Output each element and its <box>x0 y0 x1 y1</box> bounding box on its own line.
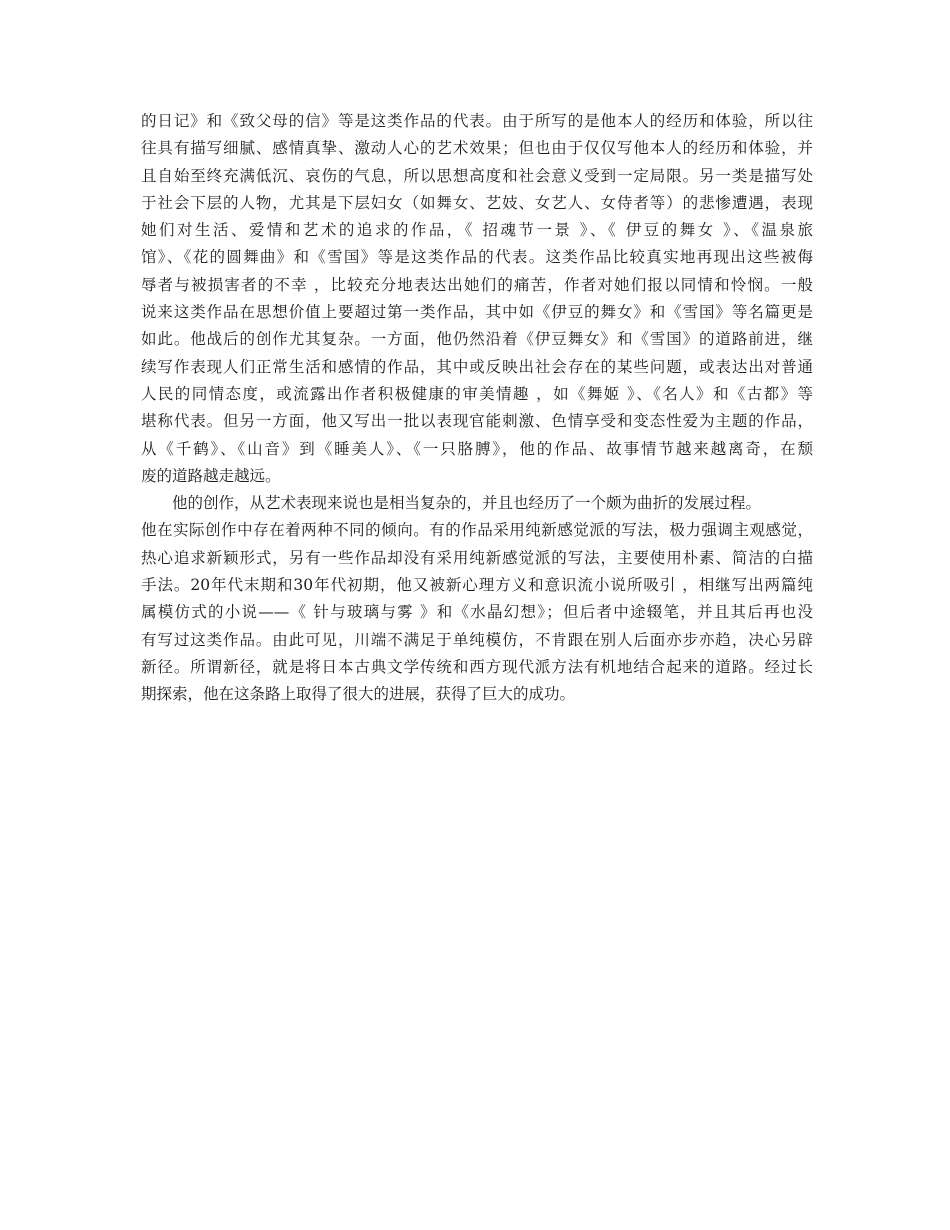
text-line: 堪称代表。但另一方面，他又写出一批以表现官能刺激、色情享受和变态性爱为主题的作品， <box>141 412 813 431</box>
text-line: 她们对生活、爱情和艺术的追求的作品，《 招魂节一景 》、《 伊豆的舞女 》、《温泉旅 <box>141 221 813 240</box>
text-line: 且自始至终充满低沉、哀伤的气息，所以思想高度和社会意义受到一定局限。另一类是描写处 <box>141 166 813 185</box>
text-line: 如此。他战后的创作尤其复杂。一方面，他仍然沿着《伊豆舞女》和《雪国》的道路前进，继 <box>141 330 813 349</box>
text-line: 辱者与被损害者的不幸 ，比较充分地表达出她们的痛苦，作者对她们报以同情和怜悯。一般 <box>141 275 813 294</box>
text-line: 新径。所谓新径，就是将日本古典文学传统和西方现代派方法有机地结合起来的道路。经过长 <box>141 657 813 676</box>
text-line: 期探索，他在这条路上取得了很大的进展，获得了巨大的成功。 <box>141 685 576 704</box>
text-line: 手法。20年代末期和30年代初期，他又被新心理方义和意识流小说所吸引 ，相继写出两篇纯 <box>141 576 813 595</box>
text-line: 属模仿式的小说——《 针与玻璃与雾 》和《水晶幻想》；但后者中途辍笔，并且其后再也没 <box>141 603 813 622</box>
text-line: 的日记》和《致父母的信》等是这类作品的代表。由于所写的是他本人的经历和体验，所以往 <box>141 112 813 130</box>
text-line: 人民的同情态度，或流露出作者积极健康的审美情趣 ，如《舞姬 》、《名人》和《古都》等 <box>141 384 813 403</box>
text-line: 从《千鹤》、《山音》到《睡美人》、《一只胳膊》，他的作品、故事情节越来越离奇，在颓 <box>141 439 813 458</box>
text-line: 有写过这类作品。由此可见，川端不满足于单纯模仿，不肯跟在别人后面亦步亦趋，决心另辟 <box>141 630 813 649</box>
body-text <box>141 108 813 709</box>
paragraph-1 <box>141 108 813 490</box>
paragraph-2 <box>141 490 813 708</box>
text-line: 往具有描写细腻、感情真挚、激动人心的艺术效果；但也由于仅仅写他本人的经历和体验，并 <box>141 139 813 158</box>
text-line: 他的创作，从艺术表现来说也是相当复杂的，并且也经历了一个颇为曲折的发展过程。 <box>172 494 762 513</box>
text-line: 废的道路越走越远。 <box>141 466 281 485</box>
text-line: 他在实际创作中存在着两种不同的倾向。有的作品采用纯新感觉派的写法，极力强调主观感觉， <box>141 521 813 540</box>
text-line: 说来这类作品在思想价值上要超过第一类作品，其中如《伊豆的舞女》和《雪国》等名篇更是 <box>141 303 813 322</box>
text-line: 热心追求新颖形式，另有一些作品却没有采用纯新感觉派的写法，主要使用朴素、简洁的白描 <box>141 548 813 567</box>
text-line: 于社会下层的人物，尤其是下层妇女（如舞女、艺妓、女艺人、女侍者等）的悲惨遭遇，表现 <box>141 193 813 212</box>
text-line: 馆》、《花的圆舞曲》和《雪国》等是这类作品的代表。这类作品比较真实地再现出这些被侮 <box>141 248 813 267</box>
text-line: 续写作表现人们正常生活和感情的作品，其中或反映出社会存在的某些问题，或表达出对普通 <box>141 357 813 376</box>
